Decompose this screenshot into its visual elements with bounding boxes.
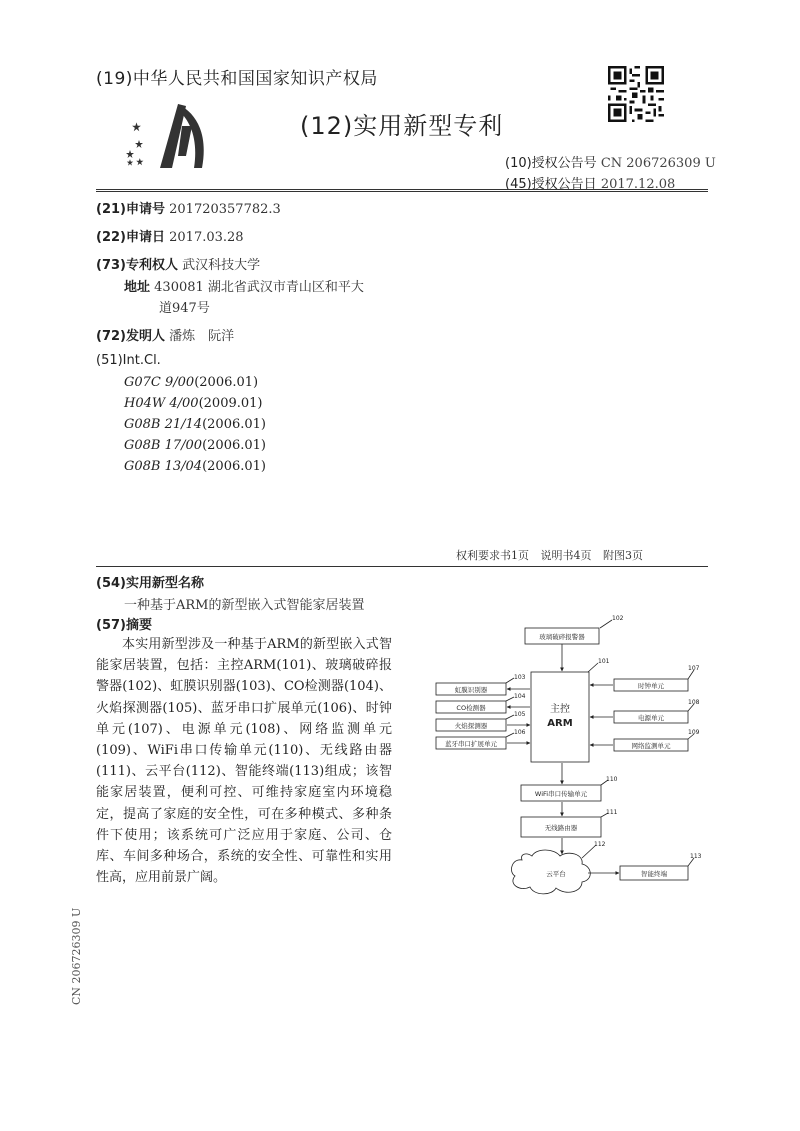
wifi-label: WiFi串口传输单元	[534, 790, 588, 798]
ipc-code: G07C 9/00	[124, 375, 195, 390]
inventors	[96, 325, 234, 344]
ref-number: 106	[514, 729, 526, 736]
patent-holder-label: (73)专利权人	[96, 258, 178, 273]
abstract-text: 本实用新型涉及一种基于ARM的新型嵌入式智能家居装置，包括：主控ARM(101)、玻璃破碎报警器(102)、虹膜识别器(103)、CO检测器(104)、火焰探测器(105)、蓝牙串口扩展单元(106)、时钟单元(107)、电源单元(108)、网络监测单元(109)、WiFi串口传输单元(110)、无线路由器(111)、云平台(112)、智能终端(113)组成；该智能家居装置，便利可控、可维持家庭室内环境稳定，提高了家庭的安全性，可在多种模式、多种条件下使用；该系统可广泛应用于家庭、公司、仓库、车间多种场合，系统的安全性、可靠性和实用性高，应用前景广阔。	[96, 637, 392, 886]
cnipa-logo	[120, 96, 230, 176]
leader-line	[506, 733, 514, 737]
leader-line	[506, 697, 514, 701]
utility-model-title-label	[96, 572, 204, 591]
application-date-label: (22)申请日	[96, 230, 165, 245]
patent-holder-value: 武汉科技大学	[182, 258, 261, 273]
address-line-2	[159, 297, 210, 316]
address-line-2-value: 道947号	[159, 301, 210, 316]
ipc-code: G08B 17/00	[124, 438, 203, 453]
ipc-date: (2006.01)	[202, 438, 266, 453]
ipc-code: G08B 13/04	[124, 459, 203, 474]
ref-number: 102	[612, 615, 624, 622]
flame-label: 火焰探测器	[454, 722, 488, 730]
title-label-text: (54)实用新型名称	[96, 576, 204, 591]
application-date-value: 2017.03.28	[169, 230, 244, 245]
document-type: (12)实用新型专利	[300, 112, 504, 140]
office-name: (19)中华人民共和国国家知识产权局	[96, 69, 378, 89]
address-line-1: 430081 湖北省武汉市青山区和平大	[154, 280, 364, 295]
publication-number-value: CN 206726309 U	[600, 156, 716, 171]
leader-line	[506, 715, 514, 719]
abstract-label	[96, 614, 152, 633]
ref-number: 107	[688, 665, 700, 672]
ref-number: 101	[598, 658, 610, 665]
application-number	[96, 198, 281, 217]
inventors-label: (72)发明人	[96, 329, 165, 344]
ref-number: 112	[594, 841, 606, 848]
address	[124, 276, 364, 295]
utility-model-title: 一种基于ARM的新型嵌入式智能家居装置	[124, 598, 365, 613]
application-number-value: 201720357782.3	[169, 202, 281, 217]
qr-code-icon	[608, 66, 664, 122]
ipc-date: (2006.01)	[202, 417, 266, 432]
system-block-diagram	[430, 610, 720, 900]
ipc-entry	[124, 396, 262, 411]
ref-number: 105	[514, 711, 526, 718]
int-cl-label	[96, 353, 161, 368]
ipc-code: H04W 4/00	[124, 396, 199, 411]
glass-alarm-label: 玻璃破碎报警器	[539, 633, 585, 641]
ref-number: 109	[688, 729, 700, 736]
ipc-entry	[124, 417, 266, 432]
clock-label: 时钟单元	[638, 682, 664, 690]
cloud-label: 云平台	[546, 870, 566, 878]
header-divider	[96, 189, 708, 192]
address-label: 地址	[124, 280, 151, 295]
bluetooth-label: 蓝牙串口扩展单元	[445, 740, 497, 748]
application-date	[96, 226, 244, 245]
arm-label-line1: 主控	[550, 704, 570, 715]
patent-holder	[96, 254, 260, 273]
abstract-body	[96, 634, 392, 888]
ipc-entry	[124, 375, 258, 390]
ref-number: 103	[514, 674, 526, 681]
page-count-info: 权利要求书1页 说明书4页 附图3页	[456, 549, 643, 562]
co-label: CO检测器	[456, 704, 486, 712]
power-label: 电源单元	[638, 714, 664, 722]
publication-number	[505, 152, 716, 171]
terminal-label: 智能终端	[641, 870, 667, 878]
inventors-value: 潘炼 阮洋	[169, 329, 235, 344]
publication-number-label: (10)授权公告号	[505, 156, 597, 171]
int-cl-label-text: (51)Int.Cl.	[96, 353, 161, 368]
ref-number: 110	[606, 776, 618, 783]
publication-date-label: (45)授权公告日	[505, 177, 597, 192]
ipc-date: (2006.01)	[194, 375, 259, 390]
ref-number: 104	[514, 693, 526, 700]
ipc-entry	[124, 438, 266, 453]
ipc-date: (2009.01)	[198, 396, 263, 411]
ref-number: 108	[688, 699, 700, 706]
arm-label-line2: ARM	[547, 718, 573, 729]
ref-number: 113	[690, 853, 702, 860]
abstract-label-text: (57)摘要	[96, 618, 152, 633]
publication-date-value: 2017.12.08	[600, 177, 676, 192]
leader-line	[506, 678, 514, 683]
router-label: 无线路由器	[544, 824, 578, 832]
leader-line	[600, 620, 612, 628]
ipc-entry	[124, 459, 266, 474]
iris-label: 虹膜识别器	[454, 686, 488, 694]
ipc-code: G08B 21/14	[124, 417, 203, 432]
section-divider	[96, 566, 708, 567]
side-document-number: CN 206726309 U	[70, 907, 83, 1005]
netmon-label: 网络监测单元	[631, 742, 671, 750]
leader-line	[588, 663, 598, 672]
ipc-date: (2006.01)	[202, 459, 266, 474]
application-number-label: (21)申请号	[96, 202, 165, 217]
arm-controller-box	[531, 672, 589, 762]
ref-number: 111	[606, 809, 618, 816]
